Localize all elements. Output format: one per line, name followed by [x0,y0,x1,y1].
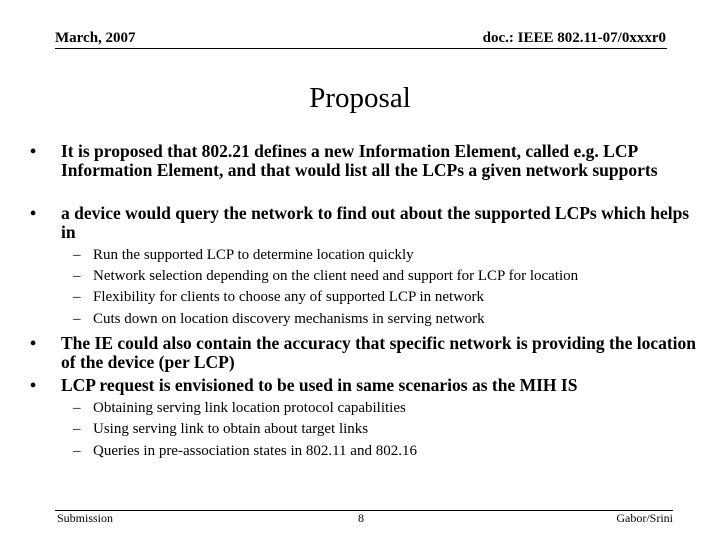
bullet-marker: • [30,141,37,161]
bullet-marker: • [30,203,37,223]
dash-marker: – [73,421,81,437]
dash-marker: – [73,247,81,263]
slide-title: Proposal [309,82,411,114]
bullet-item [30,204,690,242]
bullet-marker: • [30,375,37,395]
bullet-text: It is proposed that 802.21 defines a new Information Element, called e.g. LCP Information Element, and that would list all the LCPs a given network supports [61,141,658,180]
bullet-text: The IE could also contain the accuracy that specific network is providing the location of the device (per LCP) [61,333,697,372]
bullet-text: a device would query the network to find out about the supported LCPs which helps in [61,203,690,242]
header-doc-id: doc.: IEEE 802.11-07/0xxxr0 [482,30,666,46]
dash-marker: – [73,268,81,284]
bullet-item [30,142,690,199]
footer-submission: Submission [57,511,114,525]
dash-marker: – [73,311,81,327]
bullet-text: LCP request is envisioned to be used in same scenarios as the MIH IS [61,375,578,395]
bullet-marker: • [30,333,37,353]
sub-bullet-text: Using serving link to obtain about target links [93,421,369,437]
sub-bullet-text: Queries in pre-association states in 802.11 and 802.16 [93,443,417,459]
sub-bullet-text: Obtaining serving link location protocol capabilities [93,400,406,416]
dash-marker: – [73,443,81,459]
header-date: March, 2007 [55,30,136,46]
sub-bullet-text: Run the supported LCP to determine location quickly [93,247,414,263]
footer-page-number: 8 [358,511,364,525]
bullet-item [30,376,690,395]
dash-marker: – [73,289,81,305]
sub-bullet-text: Network selection depending on the client need and support for LCP for location [93,268,579,284]
dash-marker: – [73,400,81,416]
sub-bullet-text: Cuts down on location discovery mechanisms in serving network [93,311,485,327]
bullet-item [30,333,697,372]
footer-rule [55,510,673,511]
sub-bullet-text: Flexibility for clients to choose any of supported LCP in network [93,289,485,305]
footer-author: Gabor/Srini [616,511,673,525]
header-rule [55,48,667,49]
